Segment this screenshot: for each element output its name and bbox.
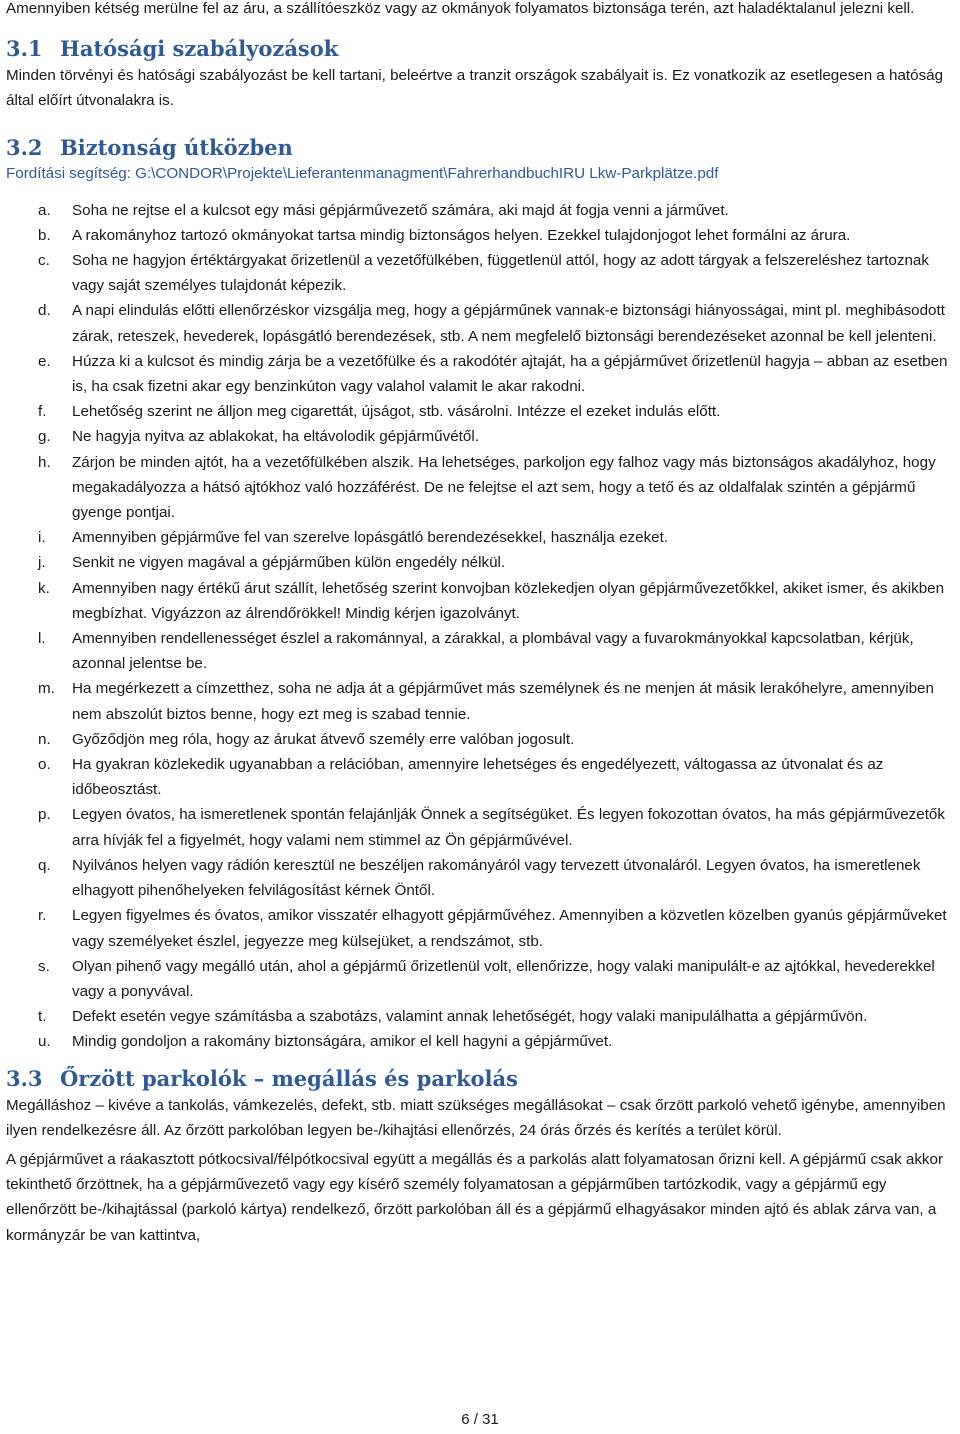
list-item-text: Győződjön meg róla, hogy az árukat átvevő személy erre valóban jogosult. [72,730,575,748]
section-3-3-paragraph-1: Megálláshoz – kivéve a tankolás, vámkezelés, defekt, stb. miatt szükséges megállásokat – csak őrzött parkoló vehető igénybe, amennyiben ilyen rendelkezésre áll. Az őrzött parkolóban legyen be-/kihajtási ellenőrzés, 24 órás őrzés és kerítés a terület körül. [6,1096,946,1139]
list-item [6,198,956,223]
list-item-label: o. [38,756,51,774]
list-item [6,954,956,1004]
section-title: Hatósági szabályozások [60,36,339,62]
list-item-label: l. [38,630,46,648]
list-item [6,525,956,550]
list-item [6,903,956,953]
section-3-3-heading [6,1065,956,1093]
list-item-label: h. [38,453,51,471]
list-item-text: Olyan pihenő vagy megálló után, ahol a gépjármű őrizetlenül volt, ellenőrizze, hogy valaki manipulált-e az ajtókkal, hevederekkel vagy a ponyvával. [72,957,935,1000]
list-item [6,853,956,903]
list-item-text: Soha ne rejtse el a kulcsot egy mási gépjárművezető számára, aki majd át fogja venni a járművet. [72,201,729,219]
section-number: 3.2 [6,134,43,160]
list-item-text: Ne hagyja nyitva az ablakokat, ha eltávolodik gépjárművétől. [72,428,479,446]
section-title: Biztonság útközben [60,134,293,160]
list-item-label: b. [38,226,51,244]
section-3-1-body: Minden törvényi és hatósági szabályozást be kell tartani, beleértve a tranzit országok szabályait is. Ez vonatkozik az esetlegesen a hatóság által előírt útvonalakra is. [6,67,944,110]
document-page [6,0,956,1248]
list-item-label: m. [38,680,55,698]
security-list [6,198,956,1055]
list-item [6,676,956,726]
list-item [6,576,956,626]
list-item-label: g. [38,428,51,446]
list-item-label: n. [38,730,51,748]
list-item-text: Ha megérkezett a címzetthez, soha ne adja át a gépjárművet más személynek és ne menjen át másik lerakóhelyre, amennyiben nem abszolút biztos benne, hogy ezt meg is szabad tennie. [72,680,934,723]
list-item [6,752,956,802]
list-item-text: A napi elindulás előtti ellenőrzéskor vizsgálja meg, hogy a gépjárműnek vannak-e biztonsági hiányosságai, mint pl. meghibásodott zárak, reteszek, hevederek, lopásgátló berendezések, stb. A nem megfelelő biztonsági berendezéseket azonnal be kell jelenteni. [72,302,945,345]
intro-paragraph: Amennyiben kétség merülne fel az áru, a szállítóeszköz vagy az okmányok folyamatos biztonsága terén, azt haladéktalanul jelezni kell. [6,0,915,17]
list-item [6,626,956,676]
list-item [6,223,956,248]
section-3-1-heading [6,35,956,63]
page-number: 6 / 31 [461,1411,499,1428]
list-item-text: Ha gyakran közlekedik ugyanabban a relációban, amennyire lehetséges és engedélyezett, váltogassa az útvonalat és az időbeosztást. [72,756,884,799]
list-item-text: Nyilvános helyen vagy rádión keresztül ne beszéljen rakományáról vagy tervezett útvonaláról. Legyen óvatos, ha ismeretlenek elhagyott pihenőhelyeken felvilágosítást kérnek Öntől. [72,856,921,900]
section-title: Őrzött parkolók – megállás és parkolás [60,1065,518,1091]
list-item-label: j. [38,554,46,572]
list-item-text: Amennyiben nagy értékű árut szállít, lehetőség szerint konvojban közlekedjen olyan gépjárművezetőkkel, akiket ismer, és akikben megbízhat. Vigyázzon az álrendőrökkel! Mindig kérjen igazolványt. [72,579,945,622]
list-item-label: d. [38,302,51,320]
list-item-text: Defekt esetén vegye számításba a szabotázs, valamint annak lehetőségét, hogy valaki manipulálhatta a gépjárművön. [72,1008,868,1026]
list-item [6,727,956,752]
list-item-text: Soha ne hagyjon értéktárgyakat őrizetlenül a vezetőfülkében, függetlenül attól, hogy az adott tárgyak a felszereléshez tartoznak vagy saját személyes tulajdonát képezik. [72,252,929,295]
list-item-text: Lehetőség szerint ne álljon meg cigarettát, újságot, stb. vásárolni. Intézze el ezeket indulás előtt. [72,403,721,421]
list-item-label: k. [38,579,50,597]
list-item-label: f. [38,403,47,421]
list-item [6,424,956,449]
list-item [6,1029,956,1054]
list-item-label: r. [38,907,47,925]
list-item [6,298,956,348]
list-item-label: t. [38,1008,47,1026]
section-3-3-paragraph-2: A gépjárművet a ráakasztott pótkocsival/félpótkocsival együtt a megállás és a parkolás alatt folyamatosan őrizni kell. A gépjármű csak akkor tekinthető őrzöttnek, ha a gépjárművezető vagy egy kísérő személy folyamatosan a gépjárműben tartózkodik, vagy a gépjármű egy ellenőrzött be-/kihajtással (parkoló kártya) rendelkező, őrzött parkolóban áll és a gépjármű elhagyásakor minden ajtó és ablak zárva van, a kormányzár be van kattintva, [6,1150,944,1244]
list-item-label: u. [38,1033,51,1051]
list-item-label: c. [38,252,50,270]
list-item-text: Legyen figyelmes és óvatos, amikor visszatér elhagyott gépjárművéhez. Amennyiben a közvetlen közelben gyanús gépjárműveket vagy személyeket észlel, jegyezze meg külsejüket, a rendszámot, stb. [72,907,947,950]
list-item [6,450,956,526]
list-item [6,349,956,399]
list-item [6,1004,956,1029]
translation-note: Fordítási segítség: G:\CONDOR\Projekte\Lieferantenmanagment\FahrerhandbuchIRU Lkw-Parkplätze.pdf [6,164,719,182]
list-item [6,248,956,298]
section-3-2-heading [6,134,956,162]
list-item-text: Amennyiben rendellenességet észlel a rakománnyal, a zárakkal, a plombával vagy a fuvarokmányokkal kapcsolatban, kérjük, azonnal jelentse be. [72,630,914,673]
list-item-label: i. [38,529,46,547]
list-item-text: Amennyiben gépjárműve fel van szerelve lopásgátló berendezésekkel, használja ezeket. [72,529,669,547]
list-item [6,399,956,424]
list-item [6,550,956,575]
list-item-text: A rakományhoz tartozó okmányokat tartsa mindig biztonságos helyen. Ezekkel tulajdonjogot lehet formálni az árura. [72,226,851,244]
list-item-text: Húzza ki a kulcsot és mindig zárja be a vezetőfülke és a rakodótér ajtaját, ha a gépjárművet őrizetlenül hagyja – abban az esetben is, ha csak fizetni akar egy benzinkúton vagy valahol valamit le akar rakodni. [72,352,948,396]
list-item-label: a. [38,201,51,219]
list-item-text: Senkit ne vigyen magával a gépjárműben külön engedély nélkül. [72,554,506,572]
list-item-label: p. [38,806,51,824]
list-item-text: Legyen óvatos, ha ismeretlenek spontán felajánlják Önnek a segítségüket. És legyen fokozottan óvatos, ha más gépjárművezetők arra hívják fel a figyelmét, hogy valami nem stimmel az Ön gépjárművével. [72,806,945,849]
list-item [6,802,956,852]
list-item-text: Zárjon be minden ajtót, ha a vezetőfülkében alszik. Ha lehetséges, parkoljon egy falhoz vagy más biztonságos akadályhoz, hogy megakadályozza a hátsó ajtókhoz való hozzáférést. De ne felejtse el azt sem, hogy a tető és az oldalfalak szintén a gépjármű gyenge pontjai. [72,453,936,522]
section-number: 3.1 [6,36,43,62]
section-number: 3.3 [6,1065,43,1091]
list-item-label: q. [38,856,51,874]
list-item-label: s. [38,957,50,975]
list-item-text: Mindig gondoljon a rakomány biztonságára, amikor el kell hagyni a gépjárművet. [72,1033,613,1051]
list-item-label: e. [38,352,51,370]
